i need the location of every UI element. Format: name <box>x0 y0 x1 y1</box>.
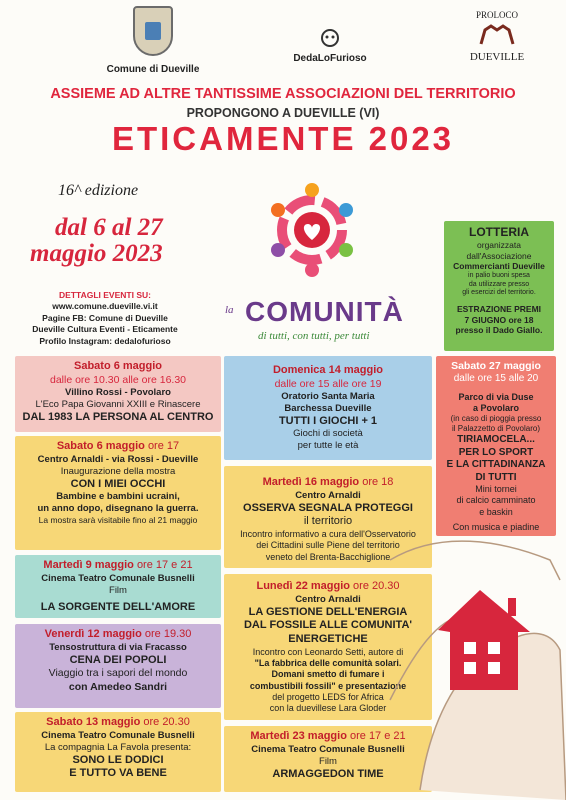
proloco-top: PROLOCO <box>475 10 518 20</box>
lotteria-line4: in palio buoni spesa <box>468 271 530 279</box>
event-time: ore 17 e 21 <box>136 559 193 571</box>
event-time: ore 17 <box>147 440 180 452</box>
lotteria-line8: 7 GIUGNO ore 18 <box>464 314 534 325</box>
hands-house-illustration <box>380 520 566 800</box>
event-desc1: Inaugurazione della mostra <box>60 465 176 477</box>
event-date: Sabato 6 maggio <box>73 360 163 372</box>
event-title: CON I MIEI OCCHI <box>70 477 166 490</box>
event-title: LA SORGENTE DELL'AMORE <box>40 600 196 613</box>
event-title: DAL 1983 LA PERSONA AL CENTRO <box>22 410 214 423</box>
event-place: Villino Rossi - Povolaro <box>65 386 171 398</box>
event-time: ore 20.30 <box>353 580 400 592</box>
event-note2: il Palazzetto di Povolaro) <box>451 424 541 434</box>
event-date: Martedì 23 maggio <box>250 730 347 742</box>
community-circle-logo <box>262 180 362 280</box>
event-desc2: per tutte le età <box>297 440 359 452</box>
event-desc3: veneto del Brenta-Bacchiglione <box>265 551 391 562</box>
event-place2: Barchessa Dueville <box>284 402 372 414</box>
event-desc1: Incontro informativo a cura dell'Osservatorio <box>240 529 416 540</box>
event-title: ARMAGGEDON TIME <box>272 767 384 780</box>
details-site[interactable]: www.comune.dueville.vi.it <box>52 301 158 312</box>
event-title: TUTTI I GIOCHI + 1 <box>278 414 378 427</box>
event-date: Sabato 13 maggio <box>46 716 141 728</box>
event-date: Domenica 14 maggio <box>272 364 384 376</box>
event-title1: OSSERVA SEGNALA PROTEGGI <box>243 501 413 514</box>
lotteria-title: LOTTERIA <box>469 225 529 239</box>
event-time: dalle ore 15 alle ore 19 <box>274 377 382 390</box>
event-desc3: un anno dopo, disegnano la guerra. <box>37 503 199 515</box>
event-title3: E LA CITTADINANZA <box>446 459 546 471</box>
page-title: ETICAMENTE 2023 <box>111 120 455 157</box>
red-house-icon <box>438 590 530 690</box>
event-desc2: Bambine e bambini ucraini, <box>56 491 180 503</box>
proloco-logo <box>452 10 542 63</box>
event-place: Tensostruttura di via Fracasso <box>49 641 187 653</box>
event-desc6: con la duevillese Lara Gloder <box>269 703 387 714</box>
details-fb-culture: Dueville Cultura Eventi - Eticamente <box>32 324 178 335</box>
event-time: dalle ore 10.30 alle ore 16.30 <box>49 373 187 386</box>
event-desc3: e baskin <box>479 506 513 517</box>
lotteria-line5: da utilizzare presso <box>468 280 530 288</box>
horses-icon <box>477 20 517 46</box>
event-date: Martedì 16 maggio <box>262 476 360 488</box>
event-card-6-maggio-am <box>15 356 221 432</box>
details-box <box>20 290 190 347</box>
event-title4: DI TUTTI <box>475 471 517 483</box>
event-desc1: Viaggio tra i sapori del mondo <box>48 667 188 680</box>
dedalo-face-icon <box>318 28 342 48</box>
event-desc4: combustibili fossili" e presentazione <box>249 680 407 691</box>
event-desc3: Domani smetto di fumare i <box>271 669 385 680</box>
event-title1: TIRIAMOCELA... <box>457 434 535 446</box>
event-title: CENA DEI POPOLI <box>69 653 167 666</box>
lotteria-line1: organizzata <box>477 240 521 250</box>
event-place2: a Povolaro <box>472 402 519 413</box>
lotteria-card <box>444 221 554 351</box>
event-desc5: del progetto LEDS for Africa <box>272 691 384 702</box>
dedalo-logo <box>290 28 370 64</box>
event-desc1: Giochi di società <box>293 428 363 440</box>
details-instagram: Profilo Instagram: dedalofurioso <box>39 335 171 346</box>
event-place1: Oratorio Santa Maria <box>281 390 375 402</box>
event-card-13-maggio <box>15 712 221 792</box>
event-card-27-maggio <box>436 356 556 536</box>
proloco-bottom: DUEVILLE <box>469 51 525 63</box>
event-title2: il territorio <box>303 515 353 528</box>
lotteria-line2: dall'Associazione <box>466 250 532 261</box>
event-time: ore 17 e 21 <box>349 730 406 742</box>
event-desc: La compagnia La Favola presenta: <box>44 741 192 753</box>
event-place: Centro Arnaldi - via Rossi - Dueville <box>37 453 199 465</box>
lotteria-line9: presso il Dado Giallo. <box>455 325 543 336</box>
event-title2: DAL FOSSILE ALLE COMUNITA' <box>243 619 413 632</box>
lotteria-line3: Commercianti Dueville <box>453 261 545 272</box>
event-desc1: Mini tornei <box>475 484 517 495</box>
header-line1: ASSIEME AD ALTRE TANTISSIME ASSOCIAZIONI DEL TERRITORIO <box>50 86 516 102</box>
lotteria-line6: gli esercizi del territorio. <box>462 289 536 297</box>
event-desc2: con Amedeo Sandri <box>68 680 168 693</box>
event-title3: ENERGETICHE <box>288 633 368 646</box>
community-la: la <box>225 304 234 316</box>
lotteria-line7: ESTRAZIONE PREMI <box>456 304 542 315</box>
event-title2: E TUTTO VA BENE <box>69 767 167 780</box>
comune-logo <box>88 6 218 75</box>
event-desc: Film <box>109 584 127 596</box>
community-ring-icon <box>262 180 362 280</box>
event-desc: Film <box>319 755 337 767</box>
event-place: Cinema Teatro Comunale Busnelli <box>251 743 405 755</box>
event-desc2: "La fabbrica delle comunità solari. <box>254 658 402 669</box>
event-title1: LA GESTIONE DELL'ENERGIA <box>248 605 408 618</box>
community-tagline: di tutti, con tutti, per tutti <box>258 330 370 342</box>
event-desc4: Con musica e piadine <box>452 521 540 532</box>
event-place: Centro Arnaldi <box>295 489 361 501</box>
event-card-12-maggio <box>15 624 221 708</box>
event-time: ore 19.30 <box>144 628 192 640</box>
event-desc: L'Eco Papa Giovanni XXIII e Rinascere <box>35 398 201 410</box>
event-place1: Parco di via Duse <box>458 391 534 402</box>
event-time: ore 20.30 <box>143 716 190 728</box>
details-fb: Pagine FB: Comune di Dueville <box>42 312 168 323</box>
event-date: Lunedì 22 maggio <box>256 580 350 592</box>
comune-crest-icon <box>133 6 173 56</box>
edition: 16^ edizione <box>58 182 139 199</box>
event-date: Martedì 9 maggio <box>43 559 134 571</box>
event-note1: (in caso di pioggia presso <box>450 414 542 424</box>
event-title1: SONO LE DODICI <box>72 753 164 766</box>
event-date: Sabato 6 maggio <box>56 440 145 452</box>
header-line2: PROPONGONO A DUEVILLE (VI) <box>186 106 380 120</box>
event-date: Venerdì 12 maggio <box>44 628 142 640</box>
comune-label: Comune di Dueville <box>106 64 200 75</box>
event-time: dalle ore 15 alle 20 <box>453 373 539 385</box>
event-title2: PER LO SPORT <box>458 446 534 458</box>
dedalo-label: DedaLoFurioso <box>293 53 367 64</box>
event-time: ore 18 <box>362 476 394 488</box>
event-desc4: La mostra sarà visitabile fino al 21 maggio <box>38 515 198 525</box>
event-card-6-maggio-pm <box>15 436 221 550</box>
event-desc1: Incontro con Leonardo Setti, autore di <box>252 646 404 657</box>
dates-line1: dal 6 al 27 <box>55 214 163 241</box>
dates-line2: maggio 2023 <box>30 240 163 267</box>
event-place: Centro Arnaldi <box>295 593 361 605</box>
community-word: COMUNITÀ <box>245 296 404 327</box>
event-card-14-maggio <box>224 356 432 460</box>
event-place: Cinema Teatro Comunale Busnelli <box>41 572 195 584</box>
event-card-9-maggio <box>15 555 221 618</box>
event-desc2: di calcio camminato <box>456 495 536 506</box>
event-place: Cinema Teatro Comunale Busnelli <box>41 729 195 741</box>
details-heading: DETTAGLI EVENTI SU: <box>59 290 151 300</box>
event-date: Sabato 27 maggio <box>451 360 541 372</box>
event-desc2: dei Cittadini sulle Piene del territorio <box>256 540 400 551</box>
